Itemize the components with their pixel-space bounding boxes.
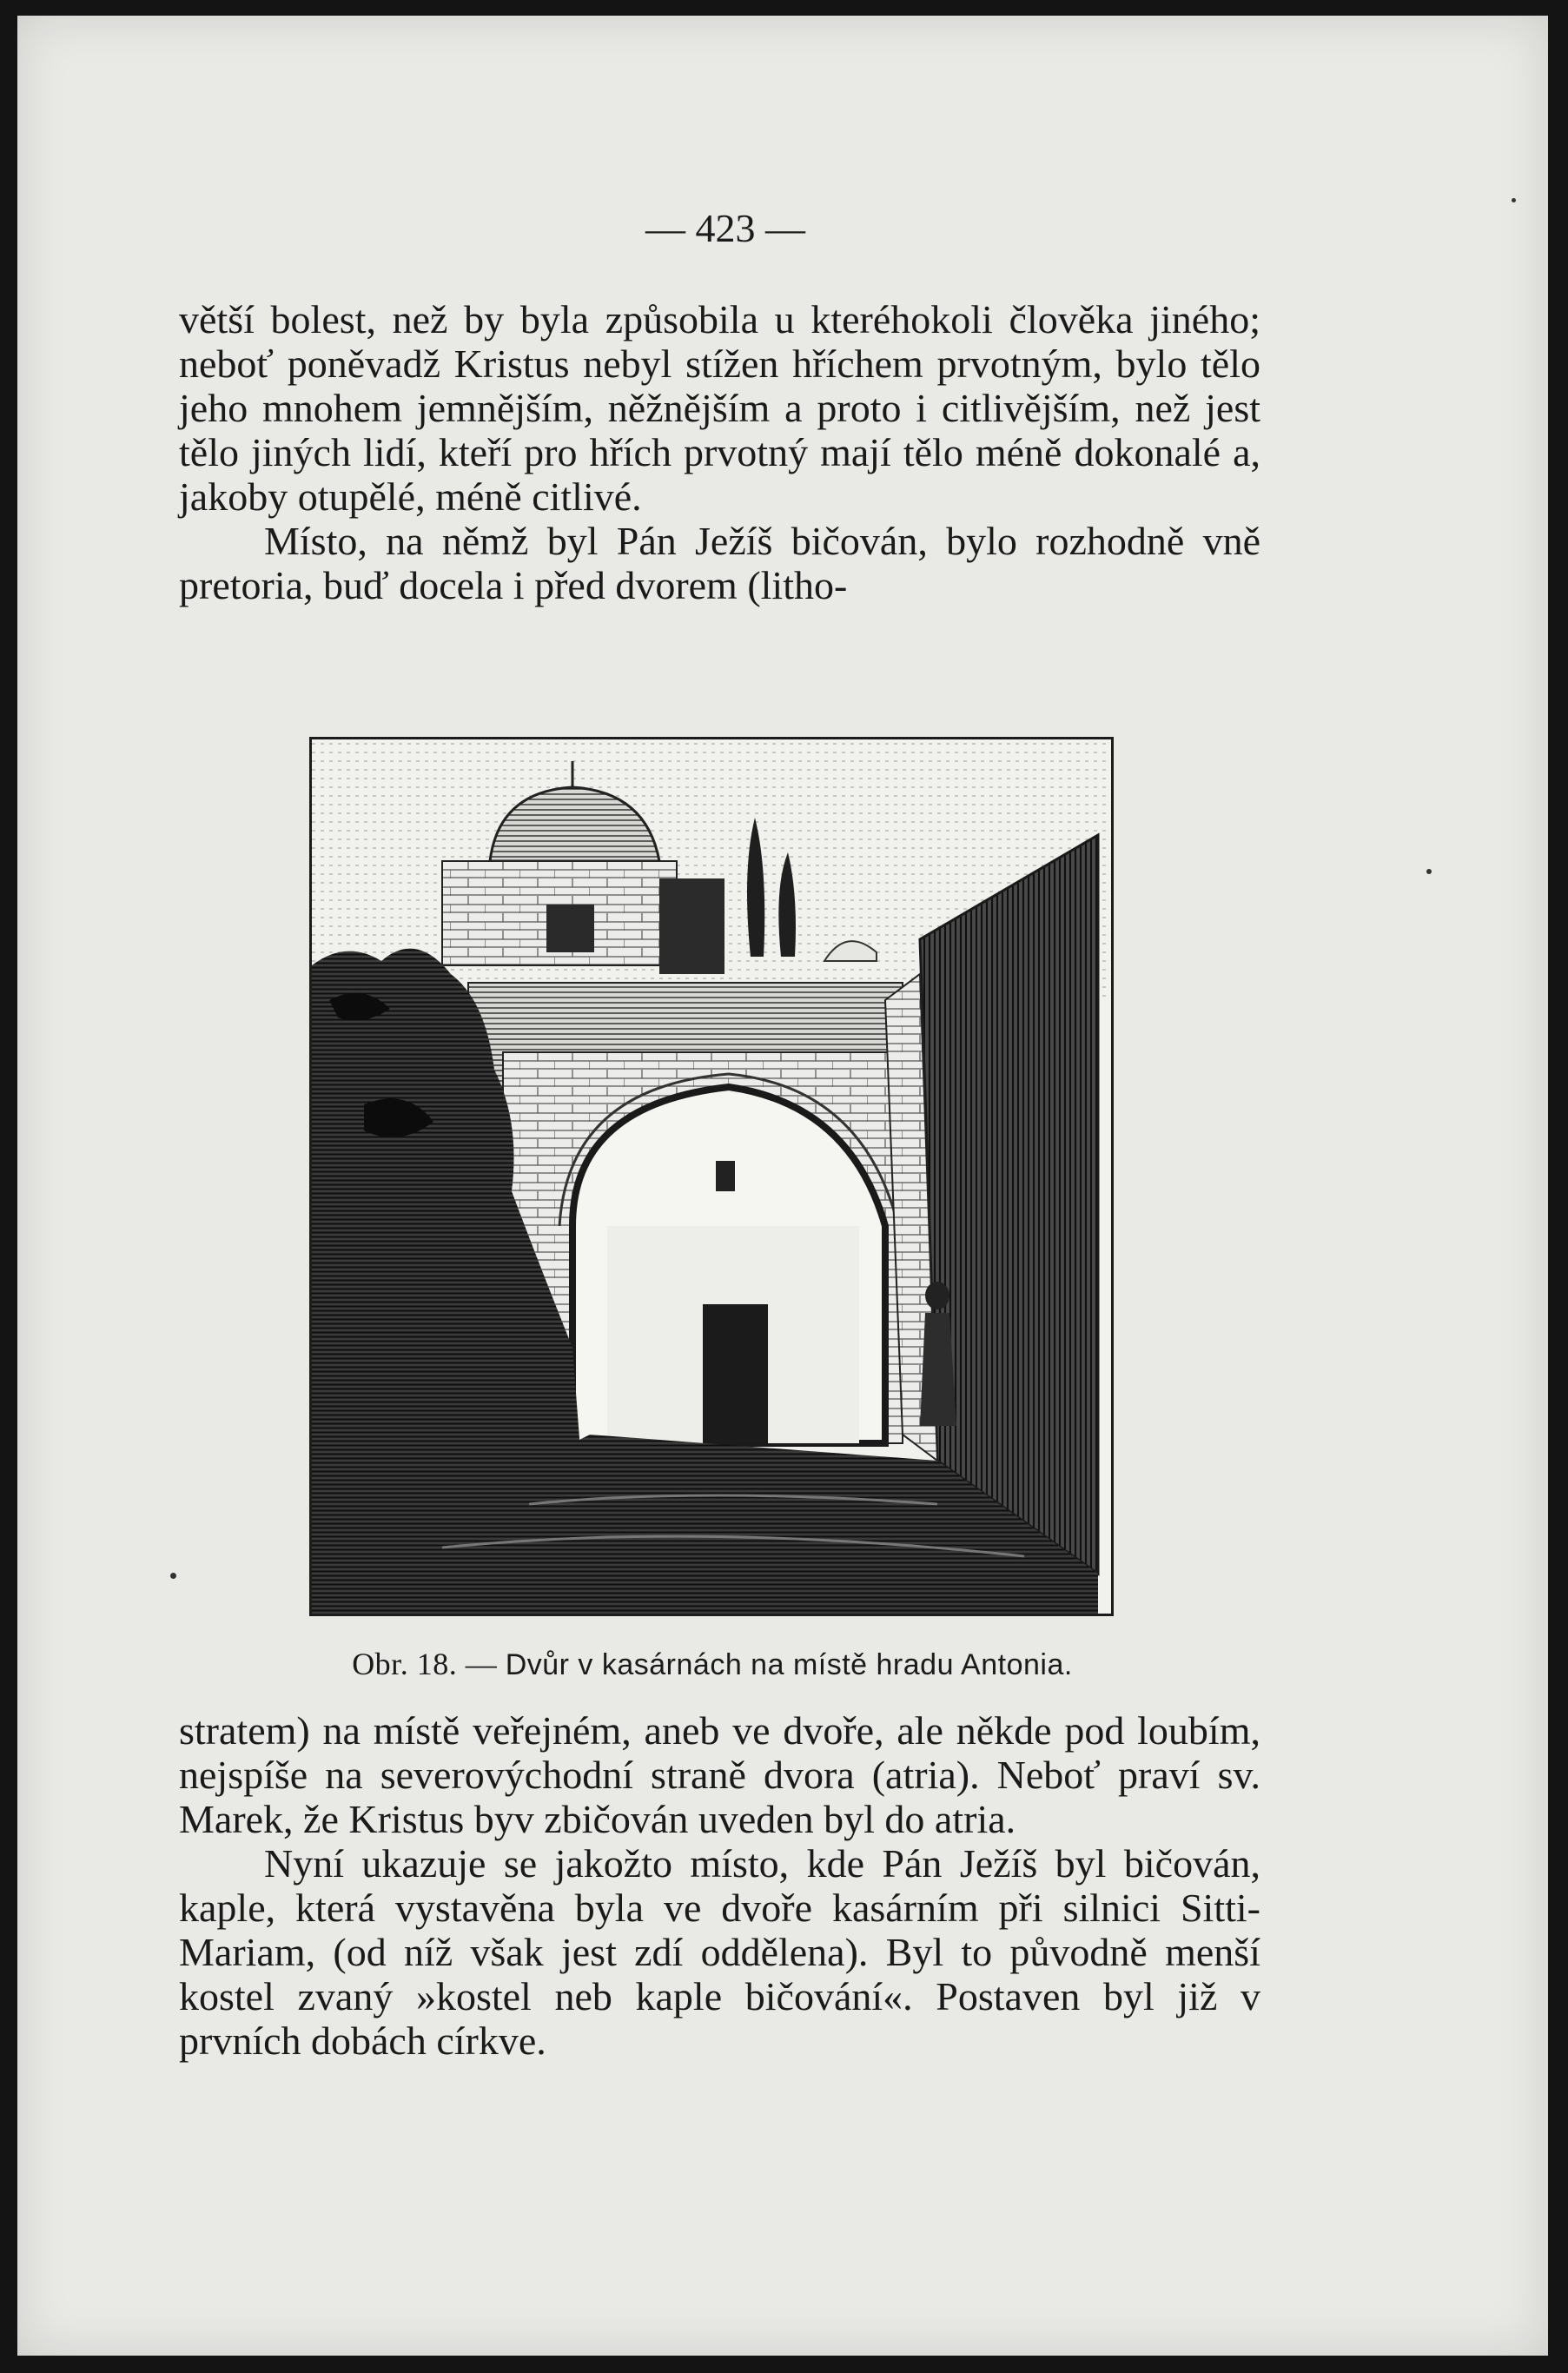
paragraph: Místo, na němž byl Pán Ježíš bičován, bylo rozhodně vně pretoria, buď docela i před dvorem (litho- — [179, 519, 1260, 607]
dust-speck — [1512, 198, 1516, 202]
paragraph: větší bolest, než by byla způsobila u kteréhokoli člověka jiného; neboť poněvadž Kristus nebyl stížen hříchem prvotným, bylo tělo jeho mnohem jemnějším, něžnějším a proto i citlivějším, než jest tělo jiných lidí, kteří pro hřích prvotný mají tělo méně dokonalé a, jakoby otupělé, méně citlivé. — [179, 297, 1260, 519]
text-block-bottom — [179, 1708, 1260, 2063]
page-number: — 423 — — [645, 206, 805, 250]
dust-speck — [1426, 869, 1432, 874]
caption-dash: — — [457, 1647, 506, 1681]
courtyard-engraving — [312, 739, 1111, 1614]
paragraph: Nyní ukazuje se jakožto místo, kde Pán Ježíš byl bičován, kaple, která vystavěna byla ve dvoře kasárním při silnici Sitti-Mariam, (od níž však jest zdí oddělena). Byl to původně menší kostel zvaný »kostel neb kaple bičování«. Postaven byl již v prvních dobách církve. — [179, 1841, 1260, 2063]
paragraph: stratem) na místě veřejném, aneb ve dvoře, ale někde pod loubím, nejspíše na severovýchodní straně dvora (atria). Neboť praví sv. Marek, že Kristus byv zbičován uveden byl do atria. — [179, 1708, 1260, 1841]
engraving-illustration — [309, 737, 1114, 1616]
dust-speck — [170, 1573, 176, 1579]
book-page — [17, 16, 1548, 2356]
text-block-top — [179, 297, 1260, 607]
figure-caption — [17, 1646, 1407, 1682]
caption-label: Obr. 18. — [352, 1647, 458, 1681]
caption-title: Dvůr v kasárnách na místě hradu Antonia. — [505, 1648, 1073, 1681]
